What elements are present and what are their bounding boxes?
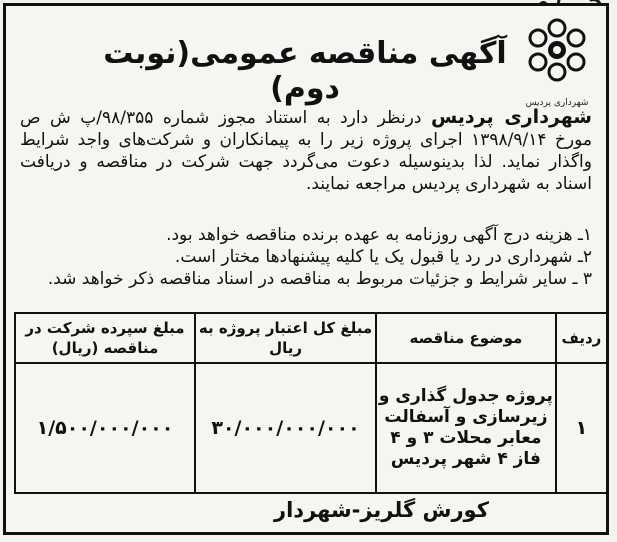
table-header-row	[15, 313, 607, 363]
clause-2: ۲ـ شهرداری در رد یا قبول یک یا کلیه پیشنهادها مختار است.	[174, 247, 592, 267]
header-subject: موضوع مناقصه	[376, 313, 556, 363]
logo-caption: شهرداری پردیس	[525, 98, 589, 108]
notice-frame	[3, 3, 609, 535]
intro-text: درنظر دارد به استناد مجوز شماره ۹۸/۳۵۵/پ ش ص مورخ ۱۳۹۸/۹/۱۴ اجرای پروژه زیر را به پیمانکاران و شرکت‌های واجد شرایط واگذار نماید. لذا بدینوسیله دعوت می‌گردد جهت شرکت در مناقصه و دریافت اسناد به شهرداری پردیس مراجعه نمایند.	[20, 108, 592, 194]
clause-3: ۳ ـ سایر شرایط و جزئیات مربوط به مناقصه در اسناد مناقصه ذکر خواهد شد.	[47, 269, 592, 289]
municipality-name: شهرداری پردیس	[430, 106, 592, 128]
cell-row-number: ۱	[556, 363, 607, 493]
notice-title: آگهی مناقصه عمومی(نوبت دوم)	[103, 36, 507, 106]
cell-subject: پروژه جدول گذاری و زیرسازی و آسفالت معابر محلات ۳ و ۴ فاز ۴ شهر پردیس	[376, 363, 556, 493]
municipality-logo	[522, 16, 592, 108]
cell-credit: ۳۰/۰۰۰/۰۰۰/۰۰۰	[195, 363, 376, 493]
notice-clauses	[20, 224, 592, 290]
table-row	[15, 363, 607, 493]
header-credit: مبلغ کل اعتبار پروژه به ریال	[195, 313, 376, 363]
notice-intro	[20, 106, 592, 195]
header-row-number: ردیف	[556, 313, 607, 363]
tender-table	[14, 312, 608, 494]
cell-deposit: ۱/۵۰۰/۰۰۰/۰۰۰	[15, 363, 195, 493]
flower-emblem-icon	[522, 16, 592, 86]
signature-line: کورش گلریز-شهردار	[274, 498, 489, 522]
clause-1: ۱ـ هزینه درج آگهی روزنامه به عهده برنده مناقصه خواهد بود.	[166, 225, 592, 245]
header-deposit: مبلغ سپرده شرکت در مناقصه (ریال)	[15, 313, 195, 363]
